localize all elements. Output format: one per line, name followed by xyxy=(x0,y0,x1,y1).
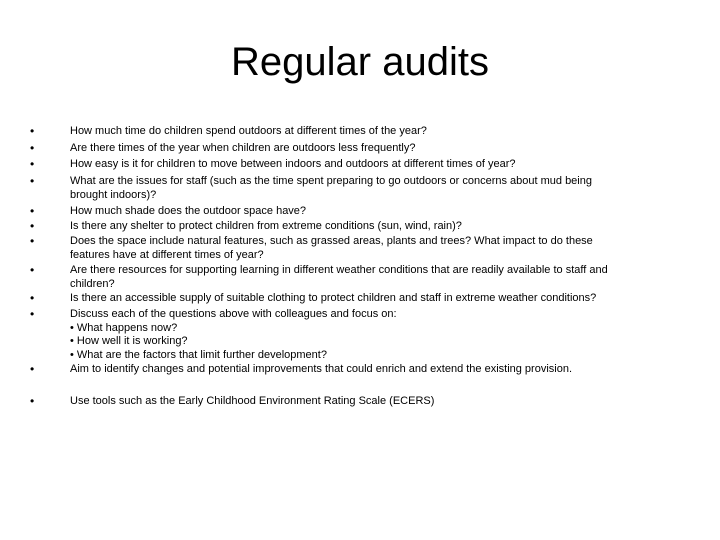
bullet-item xyxy=(70,395,698,409)
bullet-line: features have at different times of year? xyxy=(70,248,264,261)
bullet-line: • What are the factors that limit further development? xyxy=(70,348,327,361)
bullet-item xyxy=(70,158,698,172)
slide-title: Regular audits xyxy=(231,40,489,84)
bullet-marker: • xyxy=(30,219,35,233)
bullet-line: Are there times of the year when children are outdoors less frequently? xyxy=(70,142,416,154)
bullet-marker: • xyxy=(30,234,35,248)
bullet-item xyxy=(70,235,698,262)
bullet-item xyxy=(70,125,698,139)
bullet-line: Is there an accessible supply of suitable clothing to protect children and staff in extreme weather conditions? xyxy=(70,292,597,304)
bullet-item xyxy=(70,205,698,219)
bullet-line: Are there resources for supporting learning in different weather conditions that are readily available to staff and xyxy=(70,264,608,276)
bullet-marker: • xyxy=(30,307,35,321)
bullet-line: How much shade does the outdoor space have? xyxy=(70,205,307,217)
bullet-line: How much time do children spend outdoors at different times of the year? xyxy=(70,125,427,137)
bullet-marker: • xyxy=(30,124,35,138)
bullet-item xyxy=(70,220,698,234)
bullet-line: Is there any shelter to protect children from extreme conditions (sun, wind, rain)? xyxy=(70,220,462,232)
bullet-item xyxy=(70,175,698,202)
bullet-line: brought indoors)? xyxy=(70,188,157,201)
bullet-line: Use tools such as the Early Childhood Environment Rating Scale (ECERS) xyxy=(70,395,435,407)
bullet-line: Discuss each of the questions above with colleagues and focus on: xyxy=(70,308,397,320)
bullet-marker: • xyxy=(30,394,35,408)
bullet-line: How easy is it for children to move between indoors and outdoors at different times of year? xyxy=(70,158,516,170)
bullet-marker: • xyxy=(30,174,35,188)
bullet-marker: • xyxy=(30,291,35,305)
bullet-item xyxy=(70,264,698,291)
bullet-line: • How well it is working? xyxy=(70,335,188,348)
bullet-marker: • xyxy=(30,204,35,218)
bullet-line: children? xyxy=(70,277,115,290)
bullet-item xyxy=(70,308,698,362)
bullet-item xyxy=(70,142,698,156)
bullet-item xyxy=(70,363,698,377)
bullet-marker: • xyxy=(30,362,35,376)
bullet-marker: • xyxy=(30,141,35,155)
bullet-line: What are the issues for staff (such as the time spent preparing to go outdoors or concerns about mud being xyxy=(70,175,592,187)
bullet-line: Does the space include natural features, such as grassed areas, plants and trees? What impact to do these xyxy=(70,235,593,247)
bullet-item xyxy=(70,292,698,306)
bullet-marker: • xyxy=(30,263,35,277)
bullet-marker: • xyxy=(30,157,35,171)
bullet-line: • What happens now? xyxy=(70,321,178,334)
bullet-line: Aim to identify changes and potential improvements that could enrich and extend the existing provision. xyxy=(70,363,573,375)
